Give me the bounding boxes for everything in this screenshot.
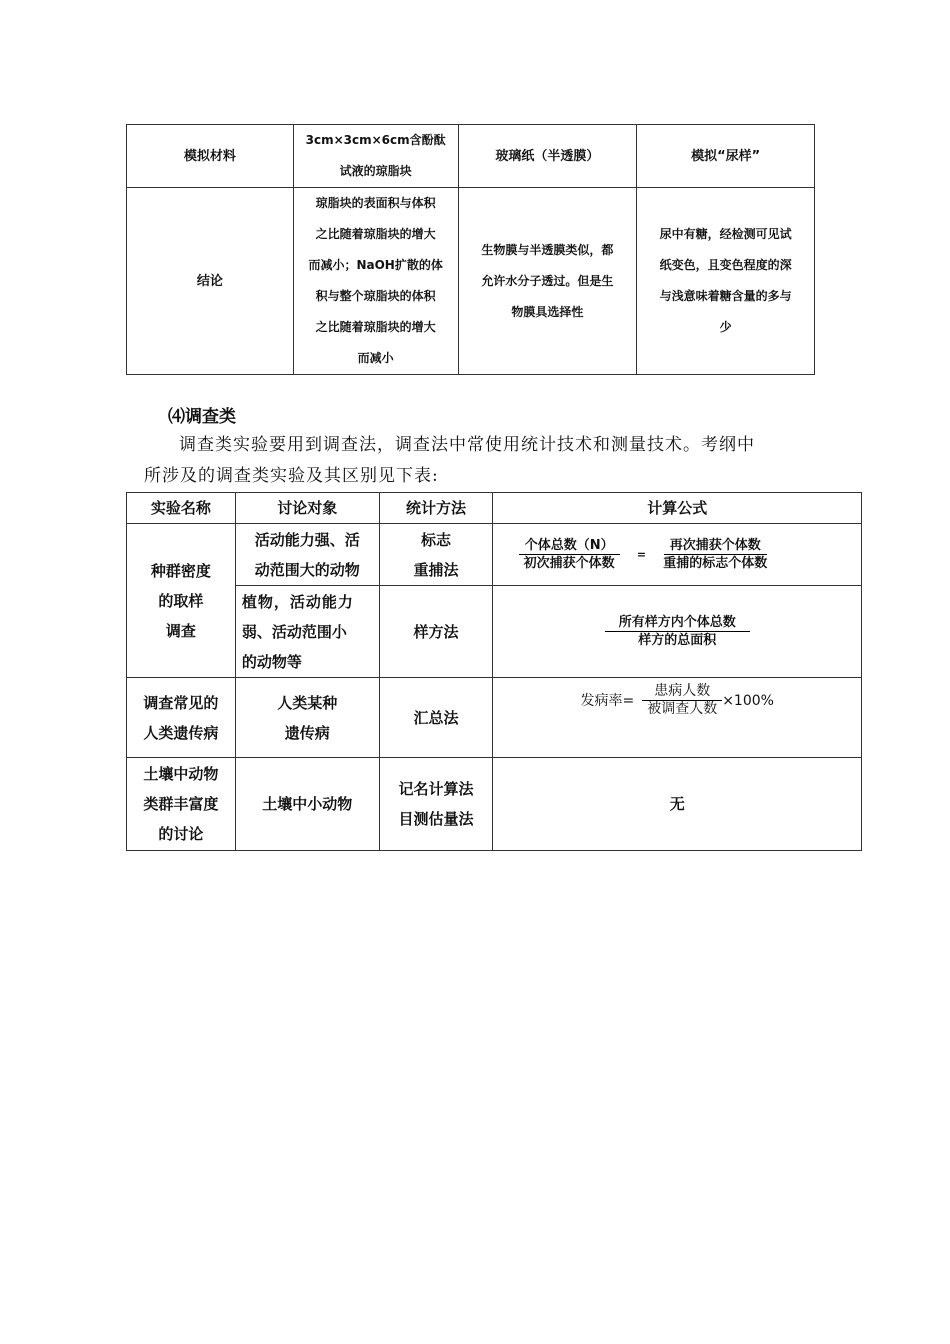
numerator: 再次捕获个体数	[664, 538, 767, 555]
cell-quadrat-method: 样方法	[379, 586, 493, 678]
table1-cell-agar-conclusion	[293, 188, 458, 375]
table1-cell-membrane-conclusion	[458, 188, 637, 375]
text-line: 土壤中动物	[143, 765, 219, 783]
text-line: 的讨论	[158, 825, 204, 843]
cell-soil-method	[379, 758, 493, 851]
table1-row-material	[127, 125, 815, 188]
cell-soil-richness	[127, 758, 236, 851]
table1-row-conclusion	[127, 188, 815, 375]
section-title: ⑷调查类	[168, 407, 236, 427]
cell-soil-formula: 无	[493, 758, 862, 851]
text-line: 生物膜与半透膜类似，都	[481, 242, 614, 257]
row-population-density-1	[127, 524, 862, 586]
table1-cell-conclusion-label: 结论	[127, 188, 294, 375]
fraction-incidence	[642, 684, 722, 717]
denominator: 样方的总面积	[638, 633, 717, 648]
text-line: 动范围大的动物	[254, 560, 360, 579]
cell-mark-recapture-formula	[493, 524, 862, 586]
header-formula: 计算公式	[493, 493, 862, 524]
section-paragraph	[144, 430, 834, 492]
table1-cell-cellophane: 玻璃纸（半透膜）	[458, 125, 637, 188]
cell-active-animals	[235, 524, 379, 586]
text-line: 弱、活动范围小	[241, 622, 347, 641]
text-line: 人类某种	[277, 693, 338, 712]
numerator: 个体总数（N）	[519, 538, 620, 555]
numerator: 所有样方内个体总数	[605, 615, 750, 632]
row-genetic-disease	[127, 678, 862, 758]
equals-sign: =	[636, 547, 647, 561]
table1-cell-agar-block	[293, 125, 458, 188]
cell-mark-recapture	[379, 524, 493, 586]
incidence-formula	[580, 684, 774, 717]
agar-line-1: 3cm×3cm×6cm含酚酞	[305, 133, 446, 147]
text-line: 与浅意味着糖含量的多与	[659, 289, 792, 303]
formula-prefix: 发病率=	[580, 692, 635, 709]
text-line: 琼脂块的表面积与体积	[315, 196, 436, 210]
text-line: 允许水分子透过。但是生	[481, 273, 614, 288]
row-soil-animals	[127, 758, 862, 851]
experiment-table-1	[126, 124, 815, 375]
text-line: 之比随着琼脂块的增大	[315, 227, 436, 241]
text-line: 少	[719, 320, 732, 334]
fraction-quadrat	[605, 615, 750, 648]
cell-incidence-formula	[493, 678, 862, 758]
text-line: 之比随着琼脂块的增大	[315, 320, 436, 334]
text-line: 而减小	[357, 351, 394, 365]
formula-suffix: ×100%	[722, 692, 774, 709]
text-line: 物膜具选择性	[511, 304, 584, 319]
text-line: 人类遗传病	[143, 723, 219, 742]
text-line: 种群密度	[150, 561, 211, 580]
table1-cell-urine-conclusion	[637, 188, 815, 375]
cell-genetic-disease	[127, 678, 236, 758]
header-experiment-name: 实验名称	[127, 493, 236, 524]
text-line: 类群丰富度	[143, 795, 219, 813]
header-method: 统计方法	[379, 493, 493, 524]
table1-cell-urine: 模拟“尿样”	[637, 125, 815, 188]
text-line: 遗传病	[284, 723, 330, 742]
cell-quadrat-formula	[493, 586, 862, 678]
text-line: 植物，活动能力	[241, 592, 354, 611]
cell-genetic-disease-subject	[235, 678, 379, 758]
text-line: 调查	[165, 621, 196, 640]
denominator: 初次捕获个体数	[523, 556, 615, 571]
text-line: 记名计算法	[398, 780, 474, 798]
survey-table	[126, 492, 862, 851]
survey-table-header	[127, 493, 862, 524]
header-subject: 讨论对象	[235, 493, 379, 524]
cell-population-density	[127, 524, 236, 678]
text-line: 尿中有糖，经检测可见试	[659, 227, 792, 241]
numerator: 患病人数	[642, 684, 722, 701]
agar-line-2: 试液的琼脂块	[339, 164, 412, 178]
paragraph-line-1	[144, 430, 834, 461]
cell-plants	[235, 586, 379, 678]
text-line: 调查常见的	[143, 693, 219, 712]
paragraph-text: 调查类实验要用到调查法，调查法中常使用统计技术和测量技术。考纲中	[179, 435, 755, 455]
paragraph-line-2: 所涉及的调查类实验及其区别见下表:	[144, 466, 439, 486]
fraction-left	[519, 538, 620, 571]
cell-soil-subject: 土壤中小动物	[235, 758, 379, 851]
text-line: 的取样	[158, 591, 204, 610]
fraction-right	[663, 538, 767, 571]
text-line: 重捕法	[413, 560, 459, 579]
cell-summary-method: 汇总法	[379, 678, 493, 758]
table1-cell-material-label: 模拟材料	[127, 125, 294, 188]
denominator: 被调查人数	[647, 701, 718, 717]
row-population-density-2	[127, 586, 862, 678]
text-line: 的动物等	[241, 652, 302, 671]
denominator: 重捕的标志个体数	[663, 556, 768, 571]
text-line: 活动能力强、活	[254, 530, 360, 549]
text-line: 积与整个琼脂块的体积	[315, 289, 436, 303]
text-line: 标志	[421, 530, 452, 549]
text-line: 目测估量法	[398, 810, 474, 828]
text-line: 而减小；NaOH扩散的体	[308, 258, 443, 272]
text-line: 纸变色，且变色程度的深	[659, 258, 792, 272]
